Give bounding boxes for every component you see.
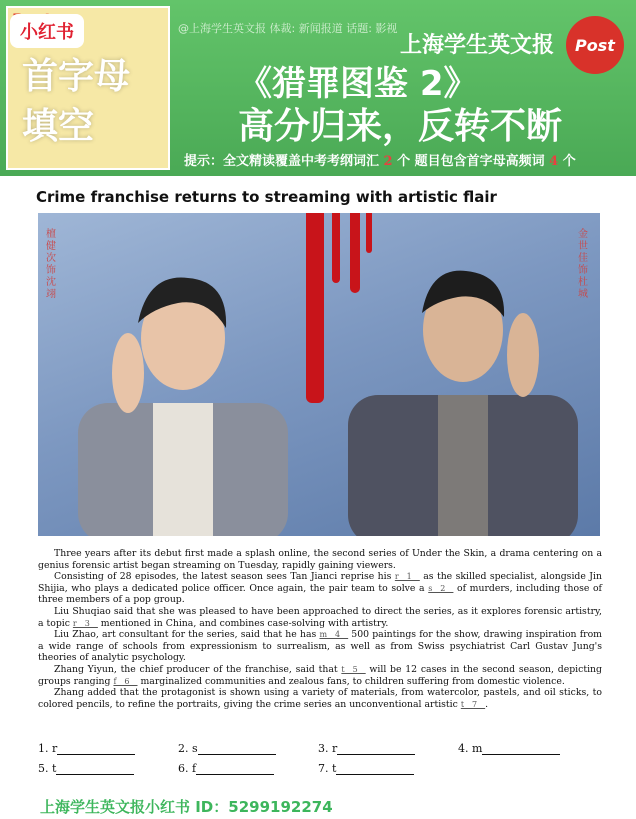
article-body: [38, 548, 602, 710]
paragraph-2: [38, 571, 602, 606]
paragraph-4: [38, 629, 602, 664]
p5-text-a: Zhang Yiyun, the chief producer of the franchise, said that: [54, 663, 342, 675]
brand-name: 上海学生英文报: [400, 33, 555, 58]
blank-2: s__2__: [428, 583, 454, 593]
answer-number: 7.: [318, 762, 329, 775]
answer-letter: f: [192, 762, 197, 775]
poster-photo: [38, 213, 600, 536]
paragraph-3: [38, 606, 602, 629]
answer-sheet: [38, 742, 598, 782]
paragraph-1: Three years after its debut first made a splash online, the second series of Under the Skin, a drama centering on a genius forensic artist began streaming on Tuesday, rapidly gaining viewers.: [38, 548, 602, 571]
hint-text-a: 提示：全文精读覆盖中考考纲词汇: [184, 154, 384, 169]
answer-letter: r: [332, 742, 338, 755]
answer-line[interactable]: [198, 744, 276, 755]
answer-letter: t: [52, 762, 57, 775]
p2-text-a: Consisting of 28 episodes, the latest season sees Tan Jianci reprise his: [54, 571, 395, 583]
thumb-line-1: 首字母: [22, 56, 131, 97]
right-actor-name: 金世佳饰杜城: [578, 229, 588, 300]
actor-left-figure: [58, 253, 308, 536]
show-subtitle: 高分归来，反转不断: [238, 106, 563, 147]
answer-row-1: [38, 742, 598, 762]
actor-right-figure: [338, 245, 588, 536]
blank-4: m__4__: [319, 630, 349, 640]
hint-text-b: 个 题目包含首字母高频词: [392, 154, 550, 169]
answer-number: 1.: [38, 742, 49, 755]
answer-number: 2.: [178, 742, 189, 755]
p5-text-c: marginalized communities and zealous fans, to children suffering from domestic violence.: [137, 675, 565, 687]
answer-number: 3.: [318, 742, 329, 755]
post-logo: Post: [566, 16, 624, 74]
left-actor-name: 檀健次饰沈翊: [46, 229, 56, 300]
answer-line[interactable]: [57, 744, 135, 755]
header-banner: [0, 0, 636, 176]
p6-text-a: Zhang added that the protagonist is shown using a variety of materials, from watercolor, pastels, and oil sticks, to colored pencils, to refine the portraits, giving the crime series an unconventional artistic: [38, 687, 602, 710]
hint-count-2: 4: [549, 154, 559, 169]
answer-item[interactable]: [38, 762, 178, 775]
thumb-line-2: 填空: [22, 106, 95, 147]
blank-6: f__6__: [113, 676, 138, 686]
answer-line[interactable]: [56, 764, 134, 775]
hint-line: [184, 150, 576, 169]
red-drip-1: [306, 213, 324, 403]
top-strip-text: @上海学生英文报 体裁: 新闻报道 话题: 影视: [178, 22, 398, 35]
answer-item[interactable]: [318, 742, 458, 755]
answer-line[interactable]: [482, 744, 560, 755]
answer-line[interactable]: [336, 764, 414, 775]
answer-row-2: [38, 762, 598, 782]
hint-text-c: 个: [558, 154, 576, 169]
paragraph-5: [38, 664, 602, 687]
blank-5: t__5__: [341, 664, 366, 674]
answer-item[interactable]: [318, 762, 458, 775]
answer-line[interactable]: [337, 744, 415, 755]
p4-text-b: 500 paintings for the show, drawing inspiration from a wide range of schools from expressionism to surrealism, as well as from Swiss psychiatrist Carl Gustav Jung's theories of analytic psychology.: [38, 629, 603, 664]
answer-number: 5.: [38, 762, 49, 775]
answer-letter: m: [472, 742, 483, 755]
p3-text-a: Liu Shuqiao said that she was pleased to have been approached to direct the series, as it explores forensic artistry, a topic: [38, 605, 602, 629]
blank-7: t__7__: [460, 699, 486, 709]
thumb-title: [22, 52, 130, 152]
xiaohongshu-badge: 小红书: [10, 14, 84, 48]
show-title: 《猎罪图鉴 2》: [238, 64, 478, 104]
article-headline: Crime franchise returns to streaming with artistic flair: [36, 188, 497, 206]
p6-text-b: .: [485, 698, 489, 710]
answer-letter: s: [192, 742, 198, 755]
p5-text-b: will be 12 cases in the second season, depicting groups ranging: [38, 663, 602, 687]
answer-number: 4.: [458, 742, 469, 755]
answer-line[interactable]: [196, 764, 274, 775]
answer-item[interactable]: [178, 742, 318, 755]
footer-id: 上海学生英文报小红书 ID：5299192274: [40, 798, 333, 816]
answer-item[interactable]: [458, 742, 598, 755]
answer-letter: r: [52, 742, 58, 755]
answer-letter: t: [332, 762, 337, 775]
blank-3: r__3__: [72, 618, 98, 628]
p4-text-a: Liu Zhao, art consultant for the series, said that he has: [54, 629, 320, 641]
p2-text-c: of murders, including those of three members of a pop group.: [38, 582, 602, 606]
blank-1: r__1__: [394, 572, 420, 582]
answer-item[interactable]: [178, 762, 318, 775]
hint-count-1: 2: [383, 154, 393, 169]
p2-text-b: as the skilled specialist, alongside Jin Shijia, who plays a dedicated police officer. Once again, the pair team to solve a: [38, 571, 602, 594]
p3-text-b: mentioned in China, and combines case-solving with artistry.: [97, 617, 389, 629]
answer-item[interactable]: [38, 742, 178, 755]
paragraph-6: [38, 687, 602, 710]
answer-number: 6.: [178, 762, 189, 775]
